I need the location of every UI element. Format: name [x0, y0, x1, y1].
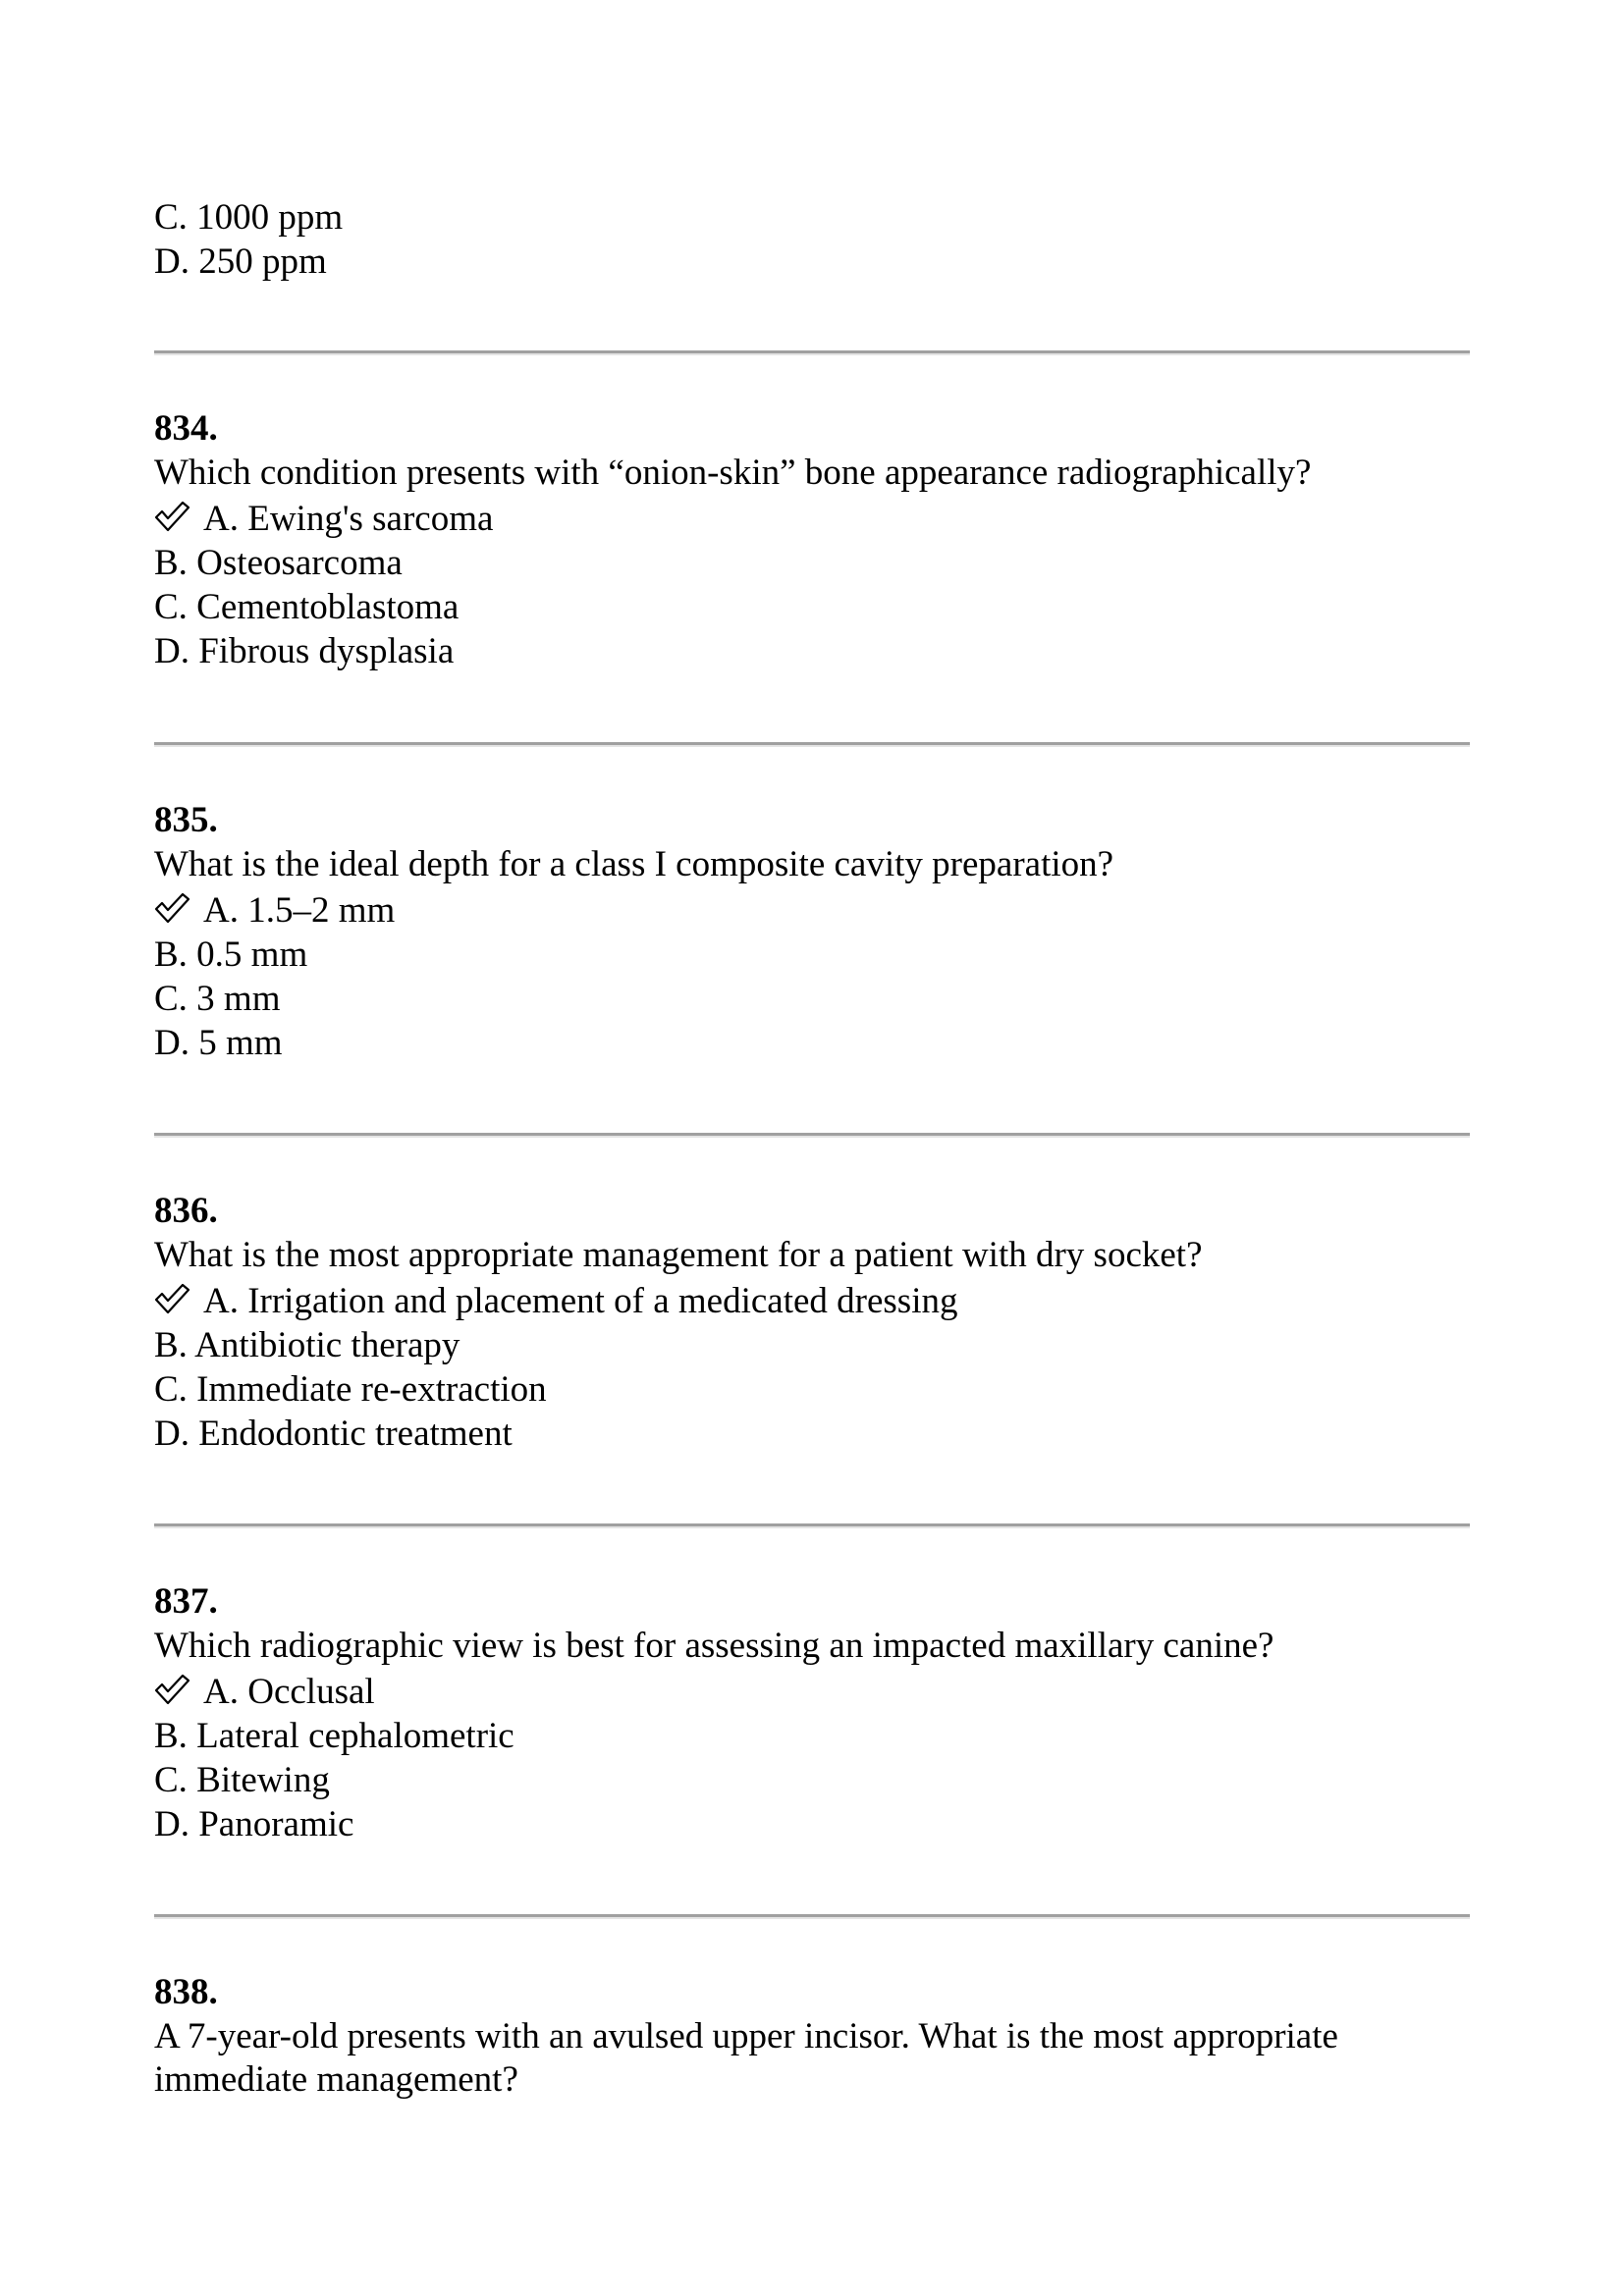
- option-d: D. Endodontic treatment: [154, 1414, 513, 1454]
- option-c: C. Cementoblastoma: [154, 587, 460, 627]
- option-c: C. Immediate re-extraction: [154, 1369, 547, 1410]
- option-b: B. 0.5 mm: [154, 934, 308, 975]
- option-c: C. 3 mm: [154, 979, 281, 1019]
- option-b: B. Osteosarcoma: [154, 543, 403, 583]
- option-d: D. 5 mm: [154, 1023, 283, 1063]
- question-text-line-1: A 7-year-old presents with an avulsed upper incisor. What is the most appropriate: [154, 2016, 1338, 2056]
- check-outline-icon: [154, 1674, 190, 1705]
- question-number: 834.: [154, 408, 218, 449]
- option-label: A. Occlusal: [203, 1672, 375, 1712]
- question-number: 835.: [154, 800, 218, 840]
- option-b: B. Antibiotic therapy: [154, 1325, 460, 1365]
- option-d: D. Fibrous dysplasia: [154, 631, 455, 671]
- question-text: Which radiographic view is best for assessing an impacted maxillary canine?: [154, 1626, 1274, 1666]
- divider: [154, 1523, 1470, 1528]
- option-label: A. Irrigation and placement of a medicated dressing: [203, 1281, 958, 1321]
- option-a-correct: [154, 1670, 375, 1714]
- question-text: Which condition presents with “onion-skin” bone appearance radiographically?: [154, 453, 1312, 493]
- option-d: D. 250 ppm: [154, 241, 327, 282]
- divider: [154, 1133, 1470, 1138]
- check-outline-icon: [154, 892, 190, 924]
- option-b: B. Lateral cephalometric: [154, 1716, 514, 1756]
- question-text: What is the ideal depth for a class I composite cavity preparation?: [154, 844, 1114, 884]
- question-text: What is the most appropriate management for a patient with dry socket?: [154, 1235, 1203, 1275]
- option-a-correct: [154, 497, 493, 541]
- option-c: C. 1000 ppm: [154, 197, 344, 238]
- divider: [154, 742, 1470, 747]
- question-text-line-2: immediate management?: [154, 2059, 518, 2100]
- check-outline-icon: [154, 501, 190, 532]
- question-number: 836.: [154, 1191, 218, 1231]
- option-d: D. Panoramic: [154, 1804, 354, 1844]
- option-label: A. Ewing's sarcoma: [203, 499, 494, 539]
- option-label: A. 1.5–2 mm: [203, 890, 396, 931]
- check-outline-icon: [154, 1283, 190, 1314]
- divider: [154, 1914, 1470, 1919]
- option-a-correct: [154, 888, 395, 933]
- divider: [154, 350, 1470, 355]
- option-a-correct: [154, 1279, 958, 1323]
- question-number: 838.: [154, 1972, 218, 2012]
- option-c: C. Bitewing: [154, 1760, 330, 1800]
- question-number: 837.: [154, 1581, 218, 1622]
